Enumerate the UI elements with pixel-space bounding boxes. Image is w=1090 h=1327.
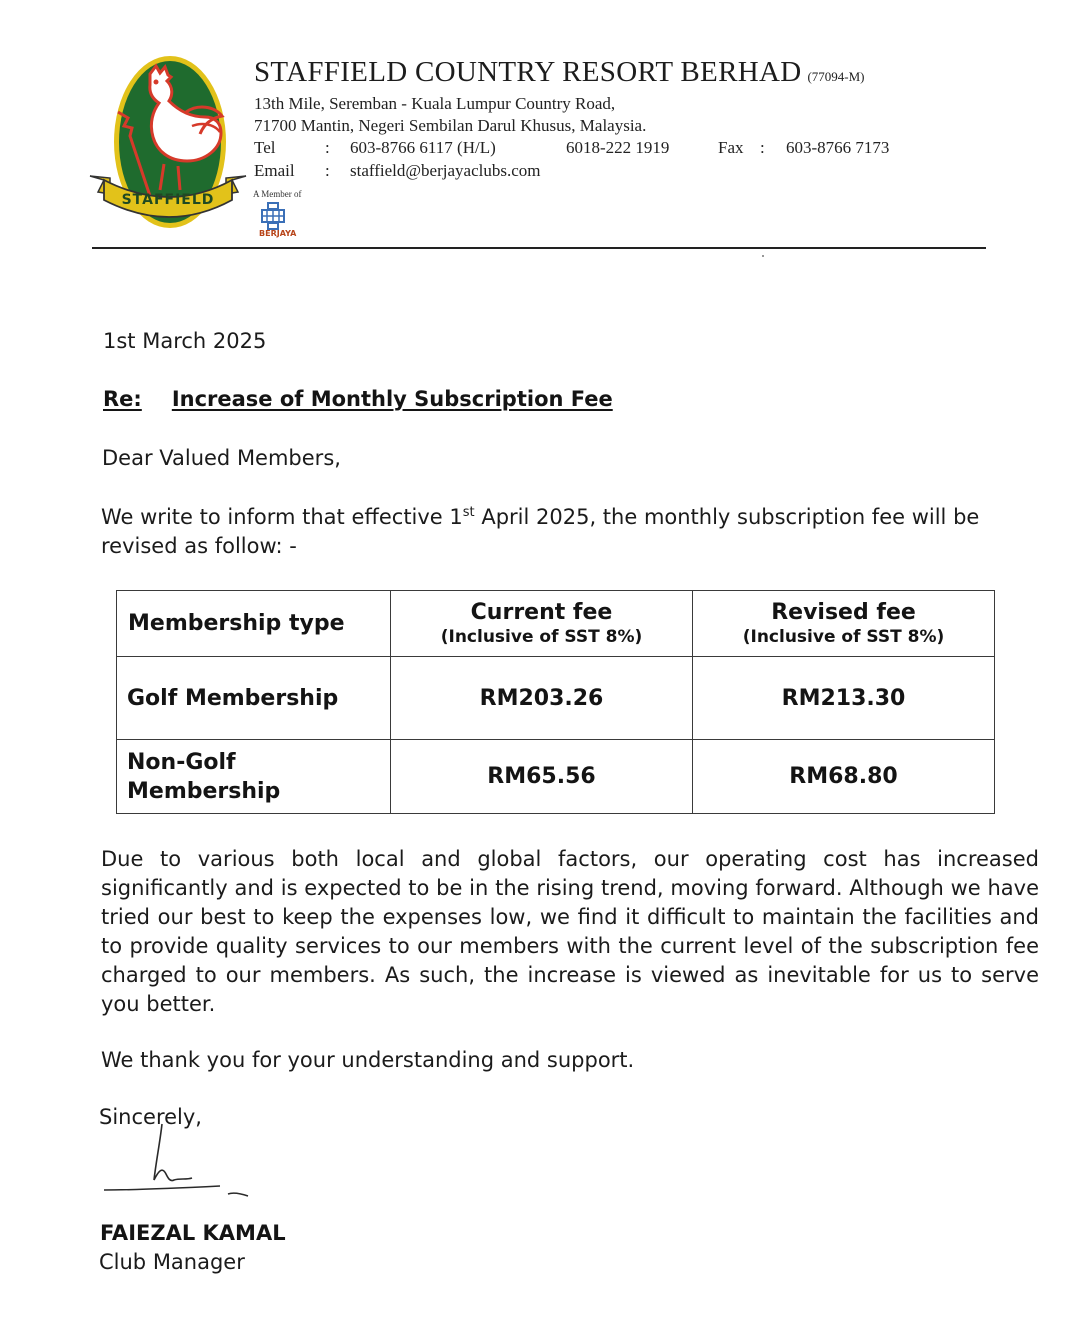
header-current-fee-label: Current fee [470,599,613,625]
member-of-label: A Member of [253,189,302,199]
fax-value: 603-8766 7173 [786,138,890,157]
signer-title: Club Manager [99,1250,245,1274]
berjaya-logo [260,202,286,230]
membership-type-cell: Golf Membership [117,657,391,740]
header-revised-fee [693,591,995,657]
header-membership-type: Membership type [117,591,391,657]
revised-fee-cell: RM68.80 [693,740,995,814]
intro-text-part1: We write to inform that effective 1 [101,505,463,529]
email-label: Email [254,161,295,180]
address-line-2: 71700 Mantin, Negeri Sembilan Darul Khusus, Malaysia. [254,116,647,135]
intro-text-part2: April 2025, the monthly subscription fee will be [474,505,980,529]
thanks-line: We thank you for your understanding and support. [101,1048,635,1072]
closing: Sincerely, [99,1105,202,1129]
fee-table [116,590,995,814]
body-paragraph: Due to various both local and global factors, our operating cost has increased significantly and is expected to be in the rising trend, moving forward. Although we have tried our best to keep the expenses low, we find it difficult to maintain the facilities and to provide quality services to our members with the current level of the subscription fee charged to our members. As such, the increase is viewed as inevitable for us to serve you better. [101,847,1039,1016]
tel-value: 603-8766 6117 (H/L) [350,138,496,157]
company-name-text: STAFFIELD COUNTRY RESORT BERHAD [254,56,802,88]
current-fee-cell: RM65.56 [391,740,693,814]
staffield-logo [88,52,248,234]
berjaya-text: BERJAYA [259,229,297,238]
scan-speck [762,255,764,257]
tel-label: Tel [254,138,276,157]
intro-superscript: st [462,505,475,520]
intro-line-1 [101,505,979,529]
email-value: staffield@berjayaclubs.com [350,161,541,180]
table-row [117,657,995,740]
logo-text: STAFFIELD [121,192,215,208]
subject-text: Increase of Monthly Subscription Fee [171,387,613,411]
company-name [254,56,865,89]
revised-fee-cell: RM213.30 [693,657,995,740]
membership-type-line-2: Membership [127,778,281,804]
company-reg-number: (77094-M) [807,69,865,84]
tel-colon: : [325,138,330,157]
table-row [117,740,995,814]
current-fee-cell: RM203.26 [391,657,693,740]
letter-date: 1st March 2025 [103,329,267,353]
subject-line [103,387,613,411]
fax-colon: : [760,138,765,157]
header-current-fee [391,591,693,657]
subject-label: Re: [103,387,142,411]
signer-name: FAIEZAL KAMAL [100,1221,286,1245]
salutation: Dear Valued Members, [102,446,341,470]
table-header-row [117,591,995,657]
intro-line-2: revised as follow: - [101,534,297,558]
membership-type-line-1: Non-Golf [127,749,236,775]
fax-label: Fax [718,138,744,157]
header-divider [92,247,986,249]
signature-mark [100,1122,260,1202]
mobile-value: 6018-222 1919 [566,138,670,157]
membership-type-cell [117,740,391,814]
email-colon: : [325,161,330,180]
header-revised-fee-label: Revised fee [771,599,916,625]
header-revised-fee-note: (Inclusive of SST 8%) [742,626,945,647]
address-line-1: 13th Mile, Seremban - Kuala Lumpur Country Road, [254,94,616,113]
header-current-fee-note: (Inclusive of SST 8%) [440,626,643,647]
